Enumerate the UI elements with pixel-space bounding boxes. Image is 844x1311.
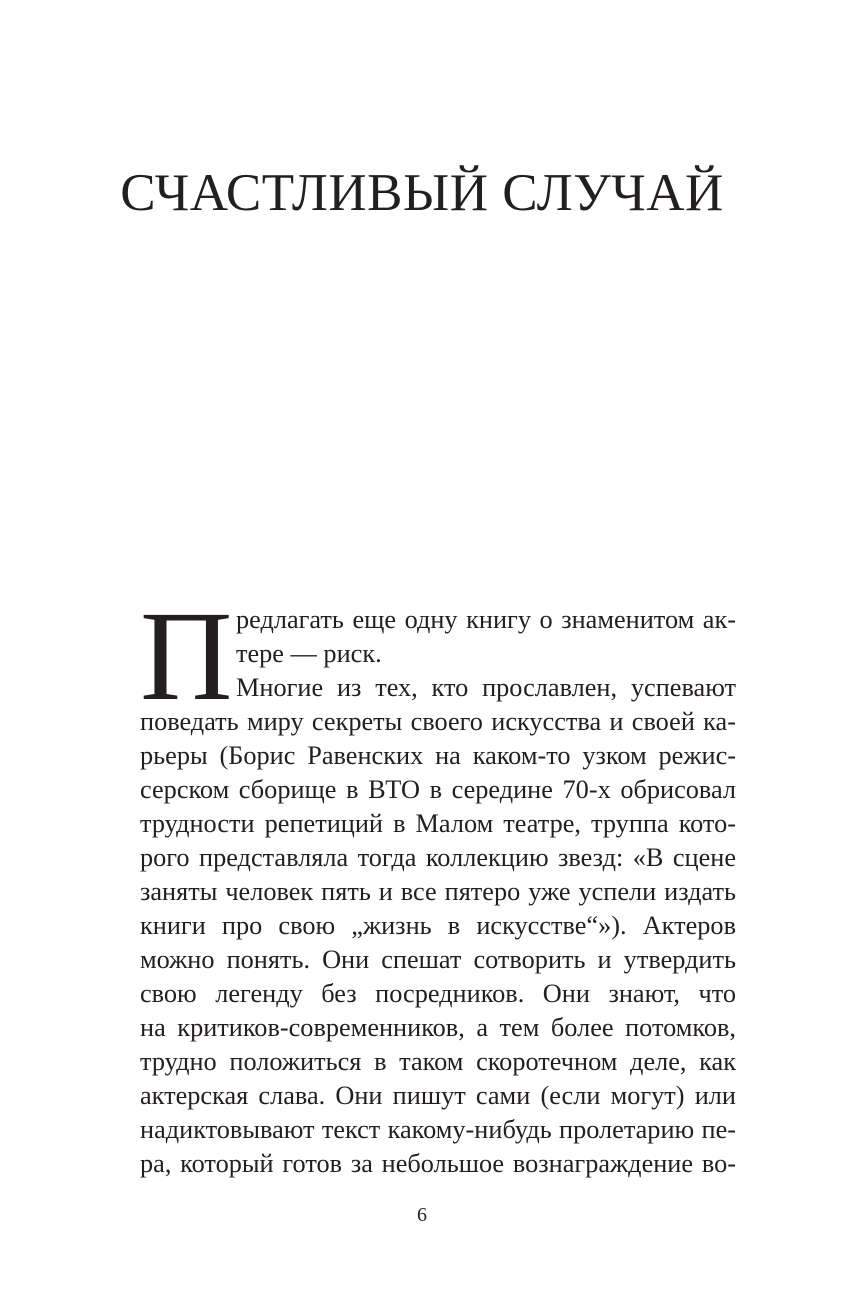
drop-cap-letter: П [140, 585, 233, 727]
text-line: книги про свою „жизнь в искусстве“»). Актеров [140, 911, 736, 940]
chapter-title: СЧАСТЛИВЫЙ СЛУЧАЙ [120, 164, 724, 222]
text-line: Многие из тех, кто прославлен, успевают [236, 673, 736, 702]
text-line: серском сборище в ВТО в середине 70-х обрисовал [140, 775, 736, 804]
text-line: на критиков-современников, а тем более потомков, [140, 1013, 736, 1042]
text-line: редлагать еще одну книгу о знаменитом ак- [236, 605, 736, 634]
text-line: поведать миру секреты своего искусства и своей ка- [140, 707, 736, 736]
text-line: рого представляла тогда коллекцию звезд: «В сцене [140, 843, 736, 872]
text-line: заняты человек пять и все пятеро уже успели издать [140, 877, 736, 906]
text-line: актерская слава. Они пишут сами (если могут) или [140, 1081, 736, 1110]
text-line: тере — риск. [236, 639, 382, 668]
body-paragraph [140, 585, 736, 1181]
text-line: ра, который готов за небольшое вознаграждение во- [140, 1149, 736, 1178]
text-line: трудности репетиций в Малом театре, труппа кото- [140, 809, 736, 838]
text-line: надиктовывают текст какому-нибудь пролетарию пе- [140, 1115, 736, 1144]
text-line: свою легенду без посредников. Они знают, что [140, 979, 736, 1008]
page-number: 6 [417, 1204, 427, 1226]
text-line: трудно положиться в таком скоротечном деле, как [140, 1047, 736, 1076]
text-line: рьеры (Борис Равенских на каком-то узком режис- [140, 741, 736, 770]
text-line: можно понять. Они спешат сотворить и утвердить [140, 945, 736, 974]
